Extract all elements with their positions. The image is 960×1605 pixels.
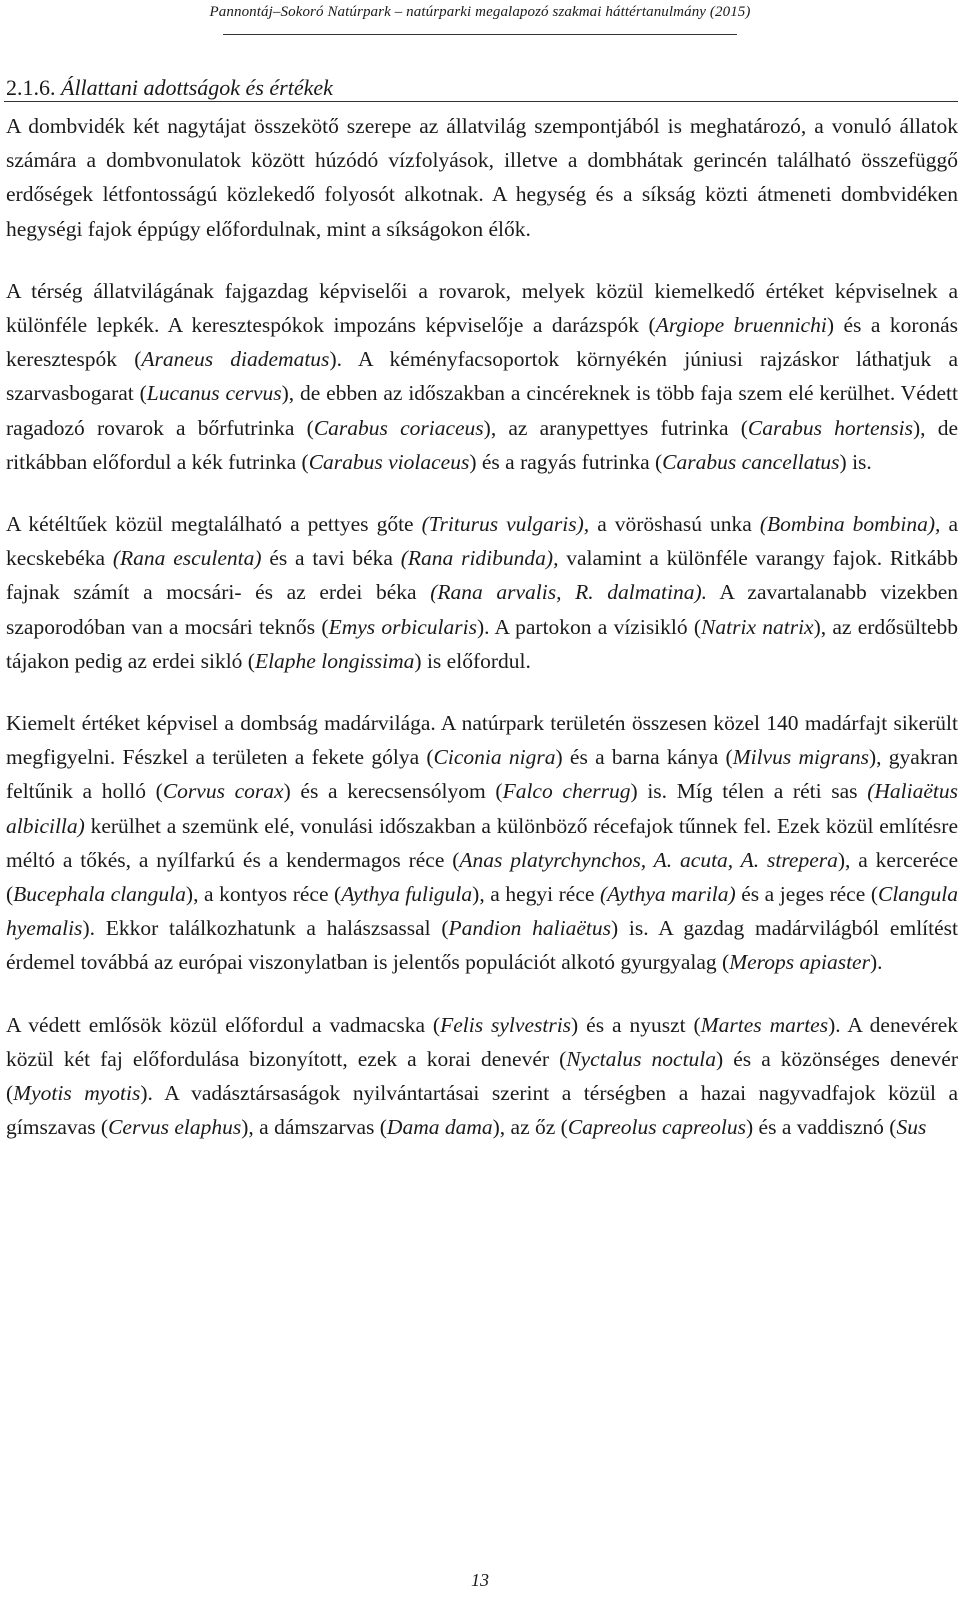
text-run: A térség állatvilágának fajgazdag képviselői a rovarok, melyek közül kiemelkedő értéket képviselnek a különféle lepkék. A keresztespókok impozáns képviselője a darázspók ( (6, 278, 958, 338)
species-name: (Aythya marila) (599, 882, 736, 907)
species-name: Carabus violaceus (308, 449, 470, 474)
paragraph-mammals (6, 1008, 958, 1145)
species-name: Capreolus capreolus (567, 1115, 747, 1140)
text-run: ). A vadásztársaságok nyilvántartásai szerint a térségben a hazai nagyvadfajok közül a gímszavas ( (6, 1081, 958, 1140)
text-run: A védett emlősök közül előfordul a vadmacska ( (6, 1012, 441, 1037)
section-title-rule (4, 101, 958, 102)
paragraph-insects (6, 274, 958, 479)
running-header: Pannontáj–Sokoró Natúrpark – natúrparki megalapozó szakmai háttértanulmány (2015) (209, 4, 751, 20)
text-run: ), a dámszarvas ( (241, 1115, 387, 1140)
header-rule (223, 34, 737, 35)
species-name: Natrix natrix (701, 614, 814, 639)
species-name: Bucephala clangula (13, 882, 186, 907)
text-run: ). A partokon a vízisikló ( (476, 614, 702, 639)
text-run: és a jeges réce ( (735, 882, 878, 907)
text-run: ) is. A gazdag madárvilágból említést érdemel továbbá az európai viszonylatban is jelentős populációt alkotó gyurgyalag ( (6, 916, 958, 975)
species-name: Clangula hyemalis (6, 882, 959, 941)
species-name: Carabus coriaceus (313, 415, 484, 440)
text-run: ), a kercerécе ( (6, 847, 958, 907)
text-run: kerülhet a szemünk elé, vonulási időszakban a különböző récefajok tűnnek fel. Ezek közül említésre méltó a tőkés, a nyílfarkú és a kendermagos réce ( (6, 813, 958, 872)
species-name: Sus (896, 1115, 927, 1140)
species-name: Merops apiaster (729, 950, 870, 975)
species-name: Araneus diadematus (141, 347, 330, 372)
species-name: (Rana arvalis, R. dalmatina). (430, 580, 707, 605)
text-run: ) és a ragyás futrinka ( (469, 449, 663, 474)
text-run: ) is. Míg télen a réti sas (630, 779, 868, 804)
paragraph-migration-corridors (6, 109, 958, 246)
species-name: Aythya fuligula (341, 882, 473, 907)
species-name: Cervus elaphus (108, 1115, 242, 1140)
text-run: ) és a közönséges denevér ( (6, 1046, 958, 1106)
text-run: valamint a különféle varangy fajok. Ritkább fajnak számít a mocsári- és az erdei béka (6, 546, 958, 605)
body-text (6, 109, 958, 1144)
species-name: Ciconia nigra (433, 745, 556, 770)
text-run: A dombvidék két nagytájat összekötő szerepe az állatvilág szempontjából is meghatározó, a vonuló állatok számára a dombvonulatok között húzódó vízfolyások, illetve a dombhátak gerincén található összefüggő erdőségek létfontosságú közlekedő folyosót alkotnak. A hegység és a síkság közti átmeneti dombvidéken hegységi fajok éppúgy előfordulnak, mint a síkságokon élők. (6, 114, 958, 241)
text-run: ), a kontyos réce ( (185, 882, 342, 907)
species-name: Dama dama (386, 1115, 493, 1140)
species-name: Martes martes (700, 1012, 829, 1037)
text-run: Kiemelt értéket képvisel a dombság madárvilága. A natúrpark területén összesen közel 140 madárfajt sikerült megfigyelni. Fészkel a területen a fekete gólya ( (6, 711, 958, 770)
species-name: Argiope bruennichi (655, 313, 827, 338)
text-run: ) és a koronás keresztespók ( (6, 313, 958, 372)
text-run: ), a hegyi réce (472, 882, 600, 907)
text-run: ). Ekkor találkozhatunk a halászsassal ( (82, 916, 449, 941)
text-run: ) is előfordul. (414, 648, 531, 673)
text-run: ). A kéményfacsoportok környékén júniusi rajzáskor láthatjuk a szarvasbogarat ( (6, 347, 959, 406)
species-name: (Haliaëtus albicilla) (6, 779, 958, 838)
section-title: Állattani adottságok és értékek (61, 75, 333, 100)
species-name: Anas platyrchynchos, A. acuta, A. strepera (459, 847, 838, 872)
species-name: (Triturus vulgaris), (421, 512, 590, 537)
text-run: ) és a vaddisznó ( (746, 1115, 897, 1140)
page-number: 13 (471, 1570, 489, 1590)
species-name: (Bombina bombina), (759, 512, 941, 537)
text-run: ), de ebben az időszakban a cincéreknek is több faja szem elé kerülhet. Védett ragadozó rovarok a bőrfutrinka ( (6, 381, 958, 440)
species-name: Emys orbicularis (328, 614, 477, 639)
text-run: ), gyakran feltűnik a holló ( (6, 745, 959, 804)
species-name: Carabus cancellatus (662, 449, 840, 474)
text-run: A zavartalanabb vizekben szaporodóban van a mocsári teknős ( (6, 580, 958, 639)
text-run: A kétéltűek közül megtalálható a pettyes gőte (6, 512, 422, 537)
species-name: Carabus hortensis (747, 415, 913, 440)
text-run: és a tavi béka (261, 546, 401, 571)
species-name: Nyctalus noctula (566, 1046, 717, 1071)
species-name: Felis sylvestris (440, 1012, 572, 1037)
species-name: Pandion haliaëtus (448, 916, 611, 941)
text-run: ), az őz ( (492, 1115, 568, 1140)
species-name: Falco cherrug (502, 779, 631, 804)
text-run: ) és a barna kánya ( (555, 745, 733, 770)
text-run: ) és a kerecsensólyom ( (283, 779, 503, 804)
text-run: ), az aranypettyes futrinka ( (483, 415, 748, 440)
text-run: ), az erdősültebb tájakon pedig az erdei sikló ( (6, 614, 959, 673)
text-run: a vöröshasú unka (589, 512, 760, 537)
text-run: a kecskebéka (6, 512, 958, 571)
text-run: ). (869, 950, 883, 975)
species-name: Corvus corax (162, 779, 284, 804)
species-name: Elaphe longissima (254, 648, 415, 673)
section-number: 2.1.6. (6, 75, 56, 100)
species-name: Myotis myotis (13, 1081, 141, 1106)
paragraph-amphibians-reptiles (6, 507, 958, 678)
section-heading (6, 74, 333, 102)
species-name: Lucanus cervus (146, 381, 282, 406)
text-run: ) és a nyuszt ( (571, 1012, 701, 1037)
species-name: (Rana esculenta) (112, 546, 262, 571)
text-run: ) is. (839, 449, 872, 474)
text-run: ). A denevérek közül két faj előfordulása bizonyított, ezek a korai denevér ( (6, 1012, 958, 1071)
species-name: Milvus migrans (732, 745, 869, 770)
text-run: ), de ritkábban előfordul a kék futrinka ( (6, 415, 958, 474)
paragraph-birds (6, 706, 958, 980)
species-name: (Rana ridibunda), (400, 546, 559, 571)
